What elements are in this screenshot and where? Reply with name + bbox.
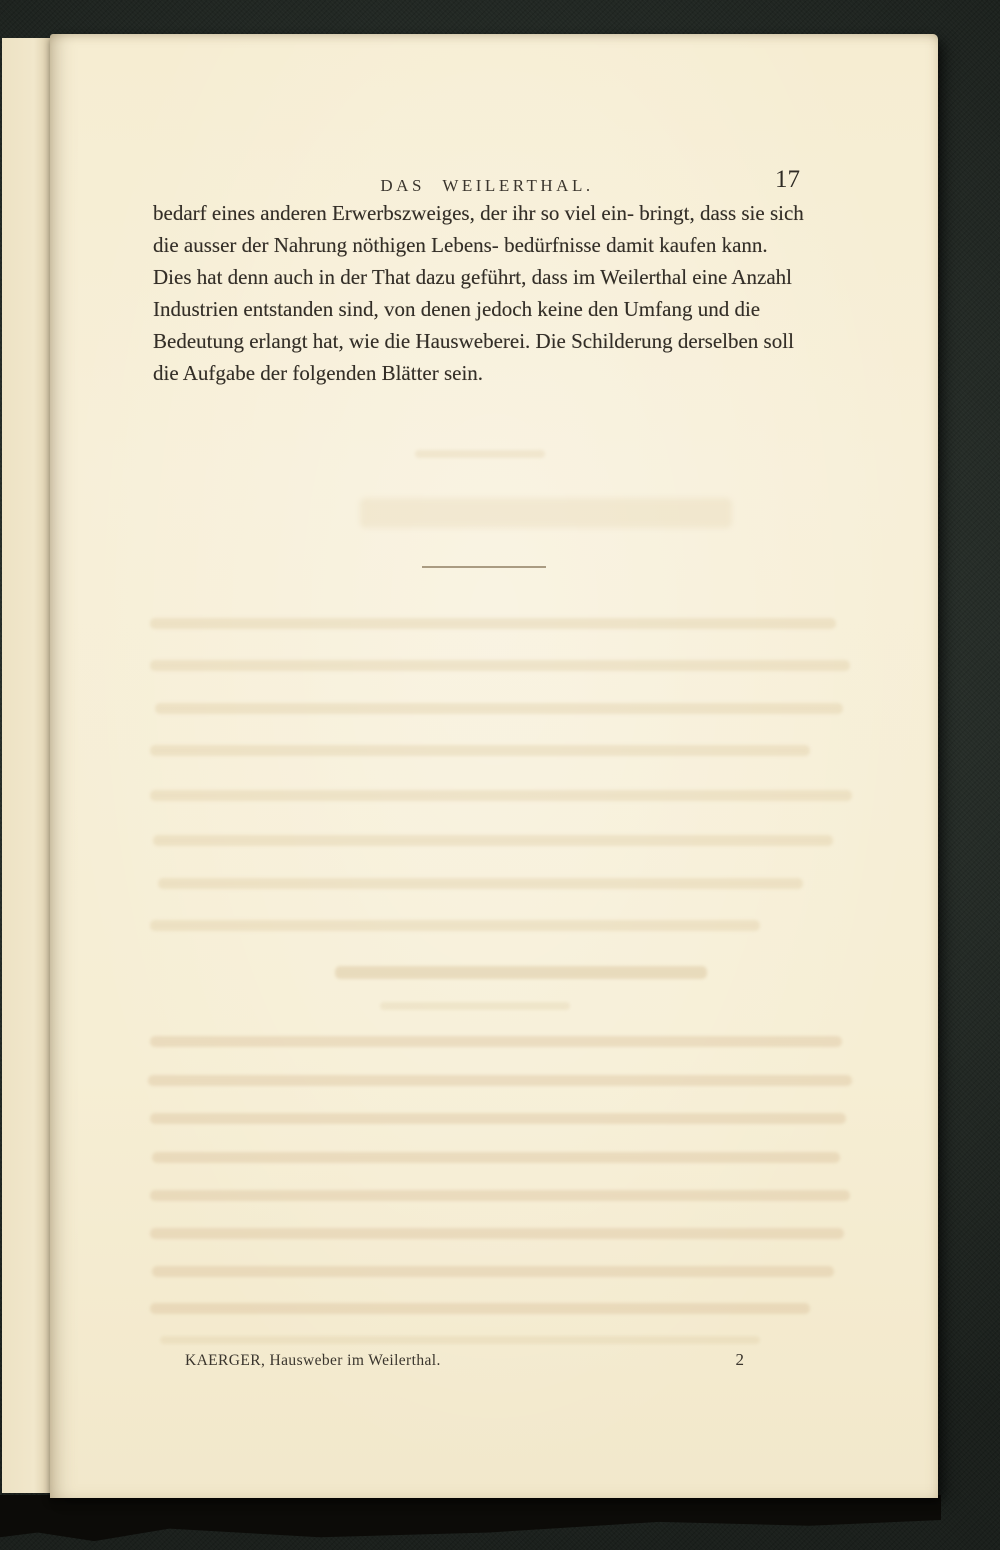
text-line: bedarf eines anderen Erwerbszweiges, der ihr so viel ein- xyxy=(153,201,635,225)
bleedthrough-line xyxy=(150,1113,846,1124)
page-footer xyxy=(185,1352,825,1376)
paragraph xyxy=(153,261,821,389)
bleedthrough-line xyxy=(148,1075,852,1086)
bleedthrough-line xyxy=(153,835,833,846)
text-line: Dies hat denn auch in der That dazu geführt, dass im xyxy=(153,265,596,289)
text-line: wie die Hausweberei. Die Schilderung derselben soll die xyxy=(153,329,794,385)
body-text xyxy=(153,197,821,389)
bleedthrough-line xyxy=(415,450,545,458)
sheet-signature-number: 2 xyxy=(735,1350,745,1369)
bleedthrough-line xyxy=(360,498,732,528)
bleedthrough-line xyxy=(150,920,760,931)
book-page xyxy=(50,34,938,1498)
text-line: jedoch keine den Umfang und die Bedeutung erlangt hat, xyxy=(153,297,761,353)
bleedthrough-line xyxy=(150,1190,850,1201)
paragraph xyxy=(153,197,821,261)
bleedthrough-line xyxy=(152,1266,834,1277)
text-line: bedürfnisse damit kaufen kann. xyxy=(504,233,768,257)
bleedthrough-line xyxy=(150,618,836,629)
bleedthrough-line xyxy=(150,1228,844,1239)
running-title: DAS WEILERTHAL. xyxy=(380,176,594,195)
printer-signature: KAERGER, Hausweber im Weilerthal. xyxy=(185,1352,441,1369)
bleedthrough-heading xyxy=(335,966,707,979)
text-line: Weilerthal eine Anzahl Industrien entstanden sind, von denen xyxy=(153,265,793,321)
bleedthrough-line xyxy=(380,1002,570,1010)
bleedthrough-line xyxy=(150,1036,842,1047)
bleedthrough-line xyxy=(155,703,843,714)
bleedthrough-line xyxy=(150,660,850,671)
section-divider-rule xyxy=(422,566,546,568)
page-number: 17 xyxy=(775,166,800,193)
bleedthrough-line xyxy=(150,1303,810,1314)
bleedthrough-line xyxy=(150,745,810,756)
text-line: bringt, dass sie sich die ausser der Nahrung nöthigen Lebens- xyxy=(153,201,804,257)
text-line: Aufgabe der folgenden Blätter sein. xyxy=(182,361,484,385)
bleedthrough-line xyxy=(152,1152,840,1163)
bleedthrough-line xyxy=(158,878,803,889)
bleedthrough-line xyxy=(150,790,852,801)
bleedthrough-line xyxy=(160,1336,760,1344)
